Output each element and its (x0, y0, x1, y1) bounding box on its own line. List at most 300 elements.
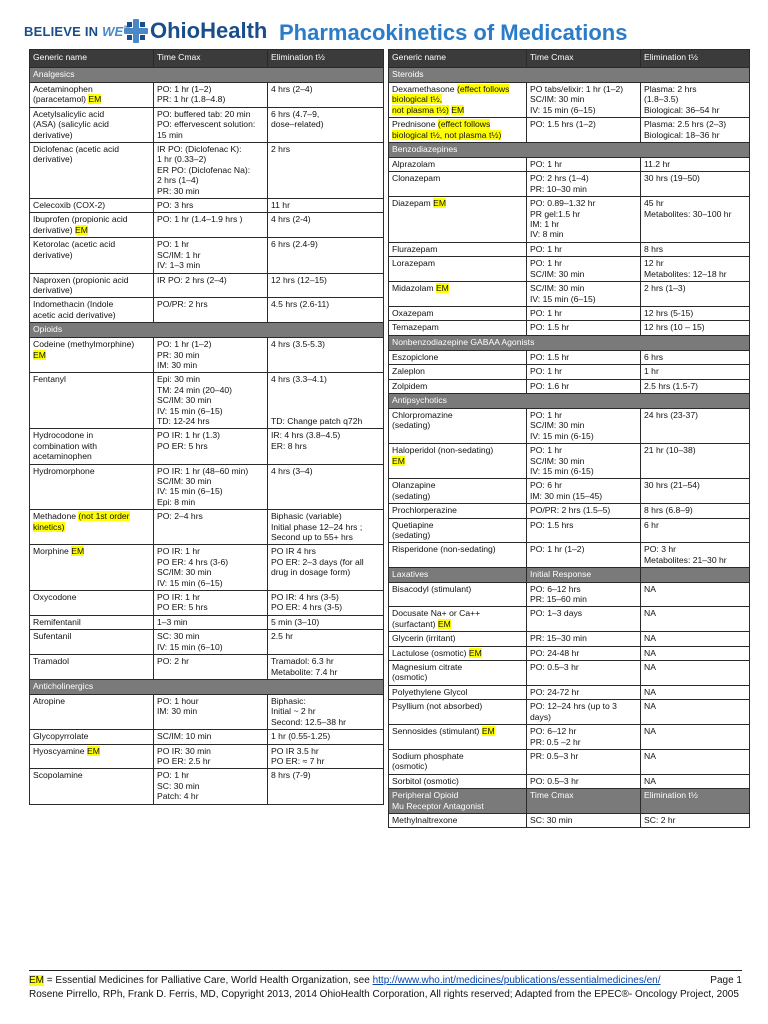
drug-name: Naproxen (propionic acid derivative) (33, 274, 129, 295)
drug-name-cell (30, 630, 154, 655)
elimination-cell: Biphasic: Initial ~ 2 hr Second: 12.5–38 hr (268, 694, 384, 729)
drug-name-cell (389, 646, 527, 660)
table-row (30, 615, 384, 629)
elimination-cell: NA (641, 582, 750, 607)
elimination-cell: 1 hr (0.55-1.25) (268, 730, 384, 744)
drug-name-cell (30, 694, 154, 729)
time-cmax-cell: IR PO: 2 hrs (2–4) (154, 273, 268, 298)
section-heading: Benzodiazepines (389, 143, 750, 158)
table-row (389, 582, 750, 607)
drug-name: Tramadol (33, 656, 69, 667)
em-badge: EM (433, 198, 446, 209)
time-cmax-cell: PO: 1.6 hr (527, 379, 641, 393)
drug-name: Oxycodone (33, 592, 77, 603)
time-cmax-cell: Epi: 30 min TM: 24 min (20–40) SC/IM: 30 min IV: 15 min (6–15) TD: 12-24 hrs (154, 373, 268, 429)
drug-name: Lactulose (osmotic) (392, 647, 467, 658)
table-row (30, 338, 384, 373)
elimination-cell: 2.5 hrs (1.5-7) (641, 379, 750, 393)
time-cmax-cell: PO: 2–4 hrs (154, 510, 268, 545)
table-row (389, 504, 750, 518)
time-cmax-cell: IR PO: (Diclofenac K): 1 hr (0.33–2) ER PO: (Diclofenac Na): 2 hrs (1–4) PR: 30 min (154, 143, 268, 199)
elimination-cell: 11.2 hr (641, 158, 750, 172)
drug-name: Glycerin (irritant) (392, 633, 456, 644)
table-row (389, 365, 750, 379)
time-cmax-cell: PR: 15–30 min (527, 632, 641, 646)
drug-name-cell (30, 107, 154, 142)
section-heading: Steroids (389, 68, 750, 83)
drug-name: Sorbitol (osmotic) (392, 775, 459, 786)
table-row (389, 646, 750, 660)
drug-name-cell (30, 464, 154, 510)
table-row (389, 350, 750, 364)
drug-name-cell (30, 373, 154, 429)
drug-name-cell (30, 273, 154, 298)
table-row (30, 655, 384, 680)
time-cmax-cell: PO: 6–12 hrs PR: 15–60 min (527, 582, 641, 607)
drug-name-cell (389, 543, 527, 568)
elimination-cell: NA (641, 632, 750, 646)
section-column-heading: Initial Response (527, 568, 641, 582)
page-number: Page 1 (710, 975, 742, 986)
kinetics-note: (not 1st order kinetics) (33, 511, 130, 532)
drug-name-cell (30, 338, 154, 373)
table-row (389, 118, 750, 143)
drug-name-cell (389, 774, 527, 788)
drug-name: Polyethylene Glycol (392, 686, 468, 697)
elimination-cell: NA (641, 607, 750, 632)
drug-name-cell (389, 479, 527, 504)
drug-name: Acetylsalicylic acid (ASA) (salicylic acid derivative) (33, 108, 109, 140)
table-row (389, 321, 750, 335)
brand-name: OhioHealth (150, 18, 268, 43)
drug-name-cell (389, 749, 527, 774)
drug-name-cell (30, 510, 154, 545)
drug-name: Clonazepam (392, 173, 441, 184)
table-row (30, 591, 384, 616)
drug-name-cell (30, 199, 154, 213)
drug-name: Risperidone (non-sedating) (392, 544, 496, 555)
drug-name-cell (389, 282, 527, 307)
time-cmax-cell: PO IR: 30 min PO ER: 2.5 hr (154, 744, 268, 769)
drug-name: Eszopiclone (392, 351, 439, 362)
drug-name-cell (30, 744, 154, 769)
drug-name: Bisacodyl (stimulant) (392, 583, 472, 594)
elimination-cell: 45 hr Metabolites: 30–100 hr (641, 197, 750, 243)
drug-name-cell (30, 83, 154, 108)
em-legend-label: EM (29, 975, 44, 986)
drug-name: Sodium phosphate (osmotic) (392, 750, 464, 772)
drug-name-cell (30, 429, 154, 464)
table-row (389, 83, 750, 118)
drug-name: Remifentanil (33, 616, 81, 627)
drug-name-cell (389, 408, 527, 443)
drug-name-cell (389, 379, 527, 393)
drug-name-cell (30, 615, 154, 629)
table-row (30, 510, 384, 545)
table-row (30, 213, 384, 238)
em-badge: EM (88, 94, 102, 105)
section-row (389, 393, 750, 408)
elimination-cell: 11 hr (268, 199, 384, 213)
elimination-cell: IR: 4 hrs (3.8–4.5) ER: 8 hrs (268, 429, 384, 464)
time-cmax-cell: SC: 30 min (527, 813, 641, 827)
section-column-heading: Elimination t½ (641, 789, 750, 814)
elimination-cell: PO IR: 4 hrs (3-5) PO ER: 4 hrs (3-5) (268, 591, 384, 616)
table-row (30, 143, 384, 199)
drug-name-cell (30, 213, 154, 238)
drug-name: Psyllium (not absorbed) (392, 701, 483, 712)
table-row (389, 197, 750, 243)
right-medication-table (388, 49, 750, 828)
document-title: Pharmacokinetics of Medications (279, 20, 628, 45)
drug-name-cell (30, 298, 154, 323)
ohiohealth-logo-icon (123, 18, 149, 44)
table-row (30, 238, 384, 273)
em-badge: EM (468, 647, 482, 658)
drug-name-cell (389, 700, 527, 725)
drug-name-cell (389, 504, 527, 518)
drug-name-cell (30, 769, 154, 804)
drug-name: Hydrocodone in combination with acetaminophen (33, 430, 98, 462)
kinetics-note: (effect follows biological t½, not plasma t½) (392, 84, 510, 115)
elimination-cell: NA (641, 774, 750, 788)
time-cmax-cell: PO IR: 1 hr (1.3) PO ER: 5 hrs (154, 429, 268, 464)
table-row (30, 273, 384, 298)
drug-name-cell (389, 242, 527, 256)
section-row (389, 789, 750, 814)
time-cmax-cell: PO: 0.5–3 hr (527, 661, 641, 686)
drug-name-cell (30, 730, 154, 744)
elimination-cell: 6 hrs (641, 350, 750, 364)
time-cmax-cell: PO: 1 hr (1–2) PR: 30 min IM: 30 min (154, 338, 268, 373)
em-badge: EM (33, 349, 46, 360)
elimination-cell: PO IR 3.5 hr PO ER: ≈ 7 hr (268, 744, 384, 769)
drug-name-cell (389, 118, 527, 143)
time-cmax-cell: SC: 30 min IV: 15 min (6–10) (154, 630, 268, 655)
drug-name: Indomethacin (Indole acetic acid derivative) (33, 299, 116, 320)
table-row (389, 661, 750, 686)
section-column-heading (641, 568, 750, 582)
time-cmax-cell: PO: 0.5–3 hr (527, 774, 641, 788)
table-row (30, 744, 384, 769)
em-legend-text: = Essential Medicines for Palliative Care, World Health Organization, see (44, 975, 373, 986)
elimination-cell: SC: 2 hr (641, 813, 750, 827)
drug-name-cell (389, 321, 527, 335)
elimination-cell: 4 hrs (3–4) (268, 464, 384, 510)
drug-name: Ibuprofen (propionic acid derivative) (33, 214, 128, 235)
time-cmax-cell: PO/PR: 2 hrs (154, 298, 268, 323)
em-badge: EM (86, 745, 100, 756)
time-cmax-cell: PR: 0.5–3 hr (527, 749, 641, 774)
table-row (389, 685, 750, 699)
brand-believe-text: BELIEVE IN (24, 24, 99, 39)
table-row (389, 543, 750, 568)
elimination-cell: NA (641, 685, 750, 699)
table-row (389, 306, 750, 320)
time-cmax-cell: PO tabs/elixir: 1 hr (1–2) SC/IM: 30 min IV: 15 min (6–15) (527, 83, 641, 118)
drug-name: Sennosides (stimulant) (392, 726, 480, 737)
elimination-cell: Biphasic (variable) Initial phase 12–24 hrs ; Second up to 55+ hrs (268, 510, 384, 545)
em-badge: EM (392, 455, 405, 466)
drug-name-cell (389, 661, 527, 686)
section-heading: Laxatives (389, 568, 527, 582)
table-row (389, 379, 750, 393)
elimination-cell: 12 hr Metabolites: 12–18 hr (641, 257, 750, 282)
column-header-elimination: Elimination t½ (268, 50, 384, 68)
drug-name-cell (30, 655, 154, 680)
drug-name: Dexamethasone (392, 84, 455, 94)
footer-em-legend (29, 974, 742, 987)
table-row (30, 464, 384, 510)
time-cmax-cell: PO: 1.5 hrs (527, 518, 641, 543)
drug-name: Haloperidol (non-sedating) (392, 445, 494, 456)
section-row (389, 335, 750, 350)
elimination-cell: NA (641, 700, 750, 725)
section-row (30, 679, 384, 694)
table-row (30, 730, 384, 744)
drug-name: Lorazepam (392, 258, 435, 269)
drug-name-cell (389, 518, 527, 543)
drug-name: Sufentanil (33, 631, 72, 642)
section-heading: Antipsychotics (389, 393, 750, 408)
drug-name: Fentanyl (33, 374, 66, 385)
drug-name: Methylnaltrexone (392, 814, 458, 825)
section-row (30, 68, 384, 83)
time-cmax-cell: PO: 12–24 hrs (up to 3 days) (527, 700, 641, 725)
drug-name-cell (389, 685, 527, 699)
drug-name: Docusate Na+ or Ca++ (surfactant) (392, 608, 481, 629)
drug-name: Atropine (33, 695, 66, 706)
section-row (389, 568, 750, 582)
time-cmax-cell: 1–3 min (154, 615, 268, 629)
time-cmax-cell: PO: 1–3 days (527, 607, 641, 632)
time-cmax-cell: PO: 1 hr SC/IM: 30 min IV: 15 min (6-15) (527, 444, 641, 479)
elimination-cell: 4.5 hrs (2.6-11) (268, 298, 384, 323)
drug-name: Zaleplon (392, 366, 425, 377)
time-cmax-cell: PO: 1 hr (527, 242, 641, 256)
elimination-cell: 4 hrs (3.5-5.3) (268, 338, 384, 373)
time-cmax-cell: PO: 1 hr (527, 365, 641, 379)
elimination-cell: 8 hrs (6.8–9) (641, 504, 750, 518)
table-row (389, 282, 750, 307)
time-cmax-cell: PO: 1.5 hrs (1–2) (527, 118, 641, 143)
page-header (0, 0, 768, 50)
column-header-generic-name: Generic name (389, 50, 527, 68)
elimination-cell: 6 hr (641, 518, 750, 543)
table-row (30, 545, 384, 591)
elimination-cell: 12 hrs (12–15) (268, 273, 384, 298)
table-row (389, 749, 750, 774)
drug-name-cell (389, 607, 527, 632)
section-heading: Nonbenzodiazepine GABAA Agonists (389, 335, 750, 350)
column-header-time-cmax: Time Cmax (527, 50, 641, 68)
time-cmax-cell: PO: 2 hrs (1–4) PR: 10–30 min (527, 172, 641, 197)
em-badge: EM (435, 283, 449, 294)
elimination-cell: 4 hrs (3.3–4.1) TD: Change patch q72h (268, 373, 384, 429)
drug-name-cell (389, 813, 527, 827)
drug-name: Ketorolac (acetic acid derivative) (33, 239, 116, 260)
drug-name: Prochlorperazine (392, 505, 457, 516)
elimination-cell: 30 hrs (21–54) (641, 479, 750, 504)
section-heading: Opioids (30, 323, 384, 338)
footer-copyright: Rosene Pirrello, RPh, Frank D. Ferris, MD, Copyright 2013, 2014 OhioHealth Corporation, All rights reserved; Adapted from the EPEC®- Oncology Project, 2005 (29, 989, 739, 1000)
table-row (30, 373, 384, 429)
time-cmax-cell: PO IR: 1 hr (48–60 min) SC/IM: 30 min IV: 15 min (6–15) Epi: 8 min (154, 464, 268, 510)
drug-name: Zolpidem (392, 380, 428, 391)
drug-name: Celecoxib (COX-2) (33, 200, 106, 211)
drug-name: Diclofenac (acetic acid derivative) (33, 144, 119, 165)
drug-name-cell (30, 238, 154, 273)
time-cmax-cell: PO: 1 hr (1.4–1.9 hrs ) (154, 213, 268, 238)
elimination-cell: 1 hr (641, 365, 750, 379)
drug-name: Alprazolam (392, 159, 435, 170)
elimination-cell: 24 hrs (23-37) (641, 408, 750, 443)
time-cmax-cell: PO: 1 hr (1–2) (527, 543, 641, 568)
drug-name: Prednisone (392, 119, 436, 130)
table-row (30, 199, 384, 213)
section-heading: Anticholinergics (30, 679, 384, 694)
table-row (389, 444, 750, 479)
elimination-cell: PO: 3 hr Metabolites: 21–30 hr (641, 543, 750, 568)
table-row (389, 158, 750, 172)
drug-name-cell (389, 582, 527, 607)
elimination-cell: Plasma: 2 hrs (1.8–3.5) Biological: 36–54 hr (641, 83, 750, 118)
table-row (30, 694, 384, 729)
time-cmax-cell: PO: 2 hr (154, 655, 268, 680)
time-cmax-cell: PO: 1 hr SC/IM: 30 min (527, 257, 641, 282)
drug-name-cell (30, 591, 154, 616)
section-row (389, 68, 750, 83)
drug-name-cell (30, 143, 154, 199)
section-row (389, 143, 750, 158)
column-header-time-cmax: Time Cmax (154, 50, 268, 68)
drug-name: Magnesium citrate (osmotic) (392, 662, 463, 683)
elimination-cell: 8 hrs (7-9) (268, 769, 384, 804)
drug-name: Glycopyrrolate (33, 731, 89, 742)
table-row (389, 408, 750, 443)
em-badge: EM (75, 224, 88, 235)
table-row (389, 700, 750, 725)
elimination-cell: NA (641, 646, 750, 660)
table-row (389, 607, 750, 632)
drug-name: Methadone (33, 511, 77, 522)
time-cmax-cell: PO IR: 1 hr PO ER: 4 hrs (3-6) SC/IM: 30 min IV: 15 min (6–15) (154, 545, 268, 591)
elimination-cell: PO IR 4 hrs PO ER: 2–3 days (for all drug in dosage form) (268, 545, 384, 591)
time-cmax-cell: PO IR: 1 hr PO ER: 5 hrs (154, 591, 268, 616)
elimination-cell: 12 hrs (10 – 15) (641, 321, 750, 335)
section-row (30, 323, 384, 338)
column-header-elimination: Elimination t½ (641, 50, 750, 68)
section-heading: Analgesics (30, 68, 384, 83)
elimination-cell: 6 hrs (2.4-9) (268, 238, 384, 273)
elimination-cell: NA (641, 661, 750, 686)
drug-name: Flurazepam (392, 243, 438, 254)
elimination-cell: 4 hrs (2–4) (268, 83, 384, 108)
table-row (389, 518, 750, 543)
drug-name: Oxazepam (392, 307, 434, 318)
time-cmax-cell: PO: 6 hr IM: 30 min (15–45) (527, 479, 641, 504)
kinetics-note: (effect follows biological t½, not plasma t½) (392, 119, 502, 140)
table-row (389, 813, 750, 827)
time-cmax-cell: PO: 1 hr (1–2) PR: 1 hr (1.8–4.8) (154, 83, 268, 108)
table-row (30, 769, 384, 804)
table-row (30, 83, 384, 108)
time-cmax-cell: PO/PR: 2 hrs (1.5–5) (527, 504, 641, 518)
table-row (389, 257, 750, 282)
section-column-heading: Time Cmax (527, 789, 641, 814)
column-header-generic-name: Generic name (30, 50, 154, 68)
drug-name: Codeine (methylmorphine) (33, 339, 135, 350)
elimination-cell: Plasma: 2.5 hrs (2–3) Biological: 18–36 hr (641, 118, 750, 143)
table-row (389, 242, 750, 256)
drug-name: Olanzapine (sedating) (392, 480, 436, 501)
footer-divider (29, 970, 742, 971)
table-header-row (389, 50, 750, 68)
elimination-cell: 21 hr (10–38) (641, 444, 750, 479)
time-cmax-cell: PO: 1.5 hr (527, 350, 641, 364)
drug-name-cell (389, 306, 527, 320)
who-essential-medicines-link[interactable]: http://www.who.int/medicines/publications/essentialmedicines/en/ (372, 975, 661, 986)
time-cmax-cell: PO: 1 hr SC/IM: 1 hr IV: 1–3 min (154, 238, 268, 273)
drug-name-cell (389, 365, 527, 379)
elimination-cell: 2.5 hr (268, 630, 384, 655)
drug-name-cell (389, 725, 527, 750)
time-cmax-cell: PO: 3 hrs (154, 199, 268, 213)
section-heading: Peripheral Opioid Mu Receptor Antagonist (389, 789, 527, 814)
elimination-cell: 6 hrs (4.7–9, dose–related) (268, 107, 384, 142)
time-cmax-cell: PO: buffered tab: 20 min PO: effervescent solution: 15 min (154, 107, 268, 142)
time-cmax-cell: PO: 0.89–1.32 hr PR gel:1.5 hr IM: 1 hr IV: 8 min (527, 197, 641, 243)
time-cmax-cell: PO: 6–12 hr PR: 0.5 –2 hr (527, 725, 641, 750)
drug-name: Morphine (33, 546, 69, 557)
time-cmax-cell: PO: 24-72 hr (527, 685, 641, 699)
drug-name-cell (389, 83, 527, 118)
em-badge: EM (71, 546, 85, 557)
table-row (389, 632, 750, 646)
elimination-cell: Tramadol: 6.3 hr Metabolite: 7.4 hr (268, 655, 384, 680)
table-row (30, 630, 384, 655)
drug-name-cell (389, 172, 527, 197)
drug-name-cell (389, 257, 527, 282)
table-row (389, 725, 750, 750)
elimination-cell: 8 hrs (641, 242, 750, 256)
drug-name-cell (389, 444, 527, 479)
time-cmax-cell: PO: 1 hr SC/IM: 30 min IV: 15 min (6-15) (527, 408, 641, 443)
em-badge: EM (481, 726, 495, 737)
elimination-cell: NA (641, 749, 750, 774)
time-cmax-cell: PO: 24-48 hr (527, 646, 641, 660)
elimination-cell: 12 hrs (5-15) (641, 306, 750, 320)
drug-name-cell (389, 350, 527, 364)
drug-name: Midazolam (392, 283, 434, 294)
time-cmax-cell: PO: 1 hour IM: 30 min (154, 694, 268, 729)
time-cmax-cell: PO: 1.5 hr (527, 321, 641, 335)
drug-name: Quetiapine (sedating) (392, 519, 434, 540)
drug-name-cell (389, 158, 527, 172)
elimination-cell: 5 min (3–10) (268, 615, 384, 629)
time-cmax-cell: SC/IM: 10 min (154, 730, 268, 744)
table-row (30, 429, 384, 464)
em-badge: EM (437, 618, 451, 629)
table-row (30, 107, 384, 142)
brand-tagline (24, 24, 131, 39)
table-row (30, 298, 384, 323)
brand-we-text: WE (102, 24, 124, 39)
drug-name: Acetaminophen (paracetamol) (33, 84, 93, 105)
drug-name-cell (389, 632, 527, 646)
time-cmax-cell: PO: 1 hr SC: 30 min Patch: 4 hr (154, 769, 268, 804)
elimination-cell: 30 hrs (19–50) (641, 172, 750, 197)
